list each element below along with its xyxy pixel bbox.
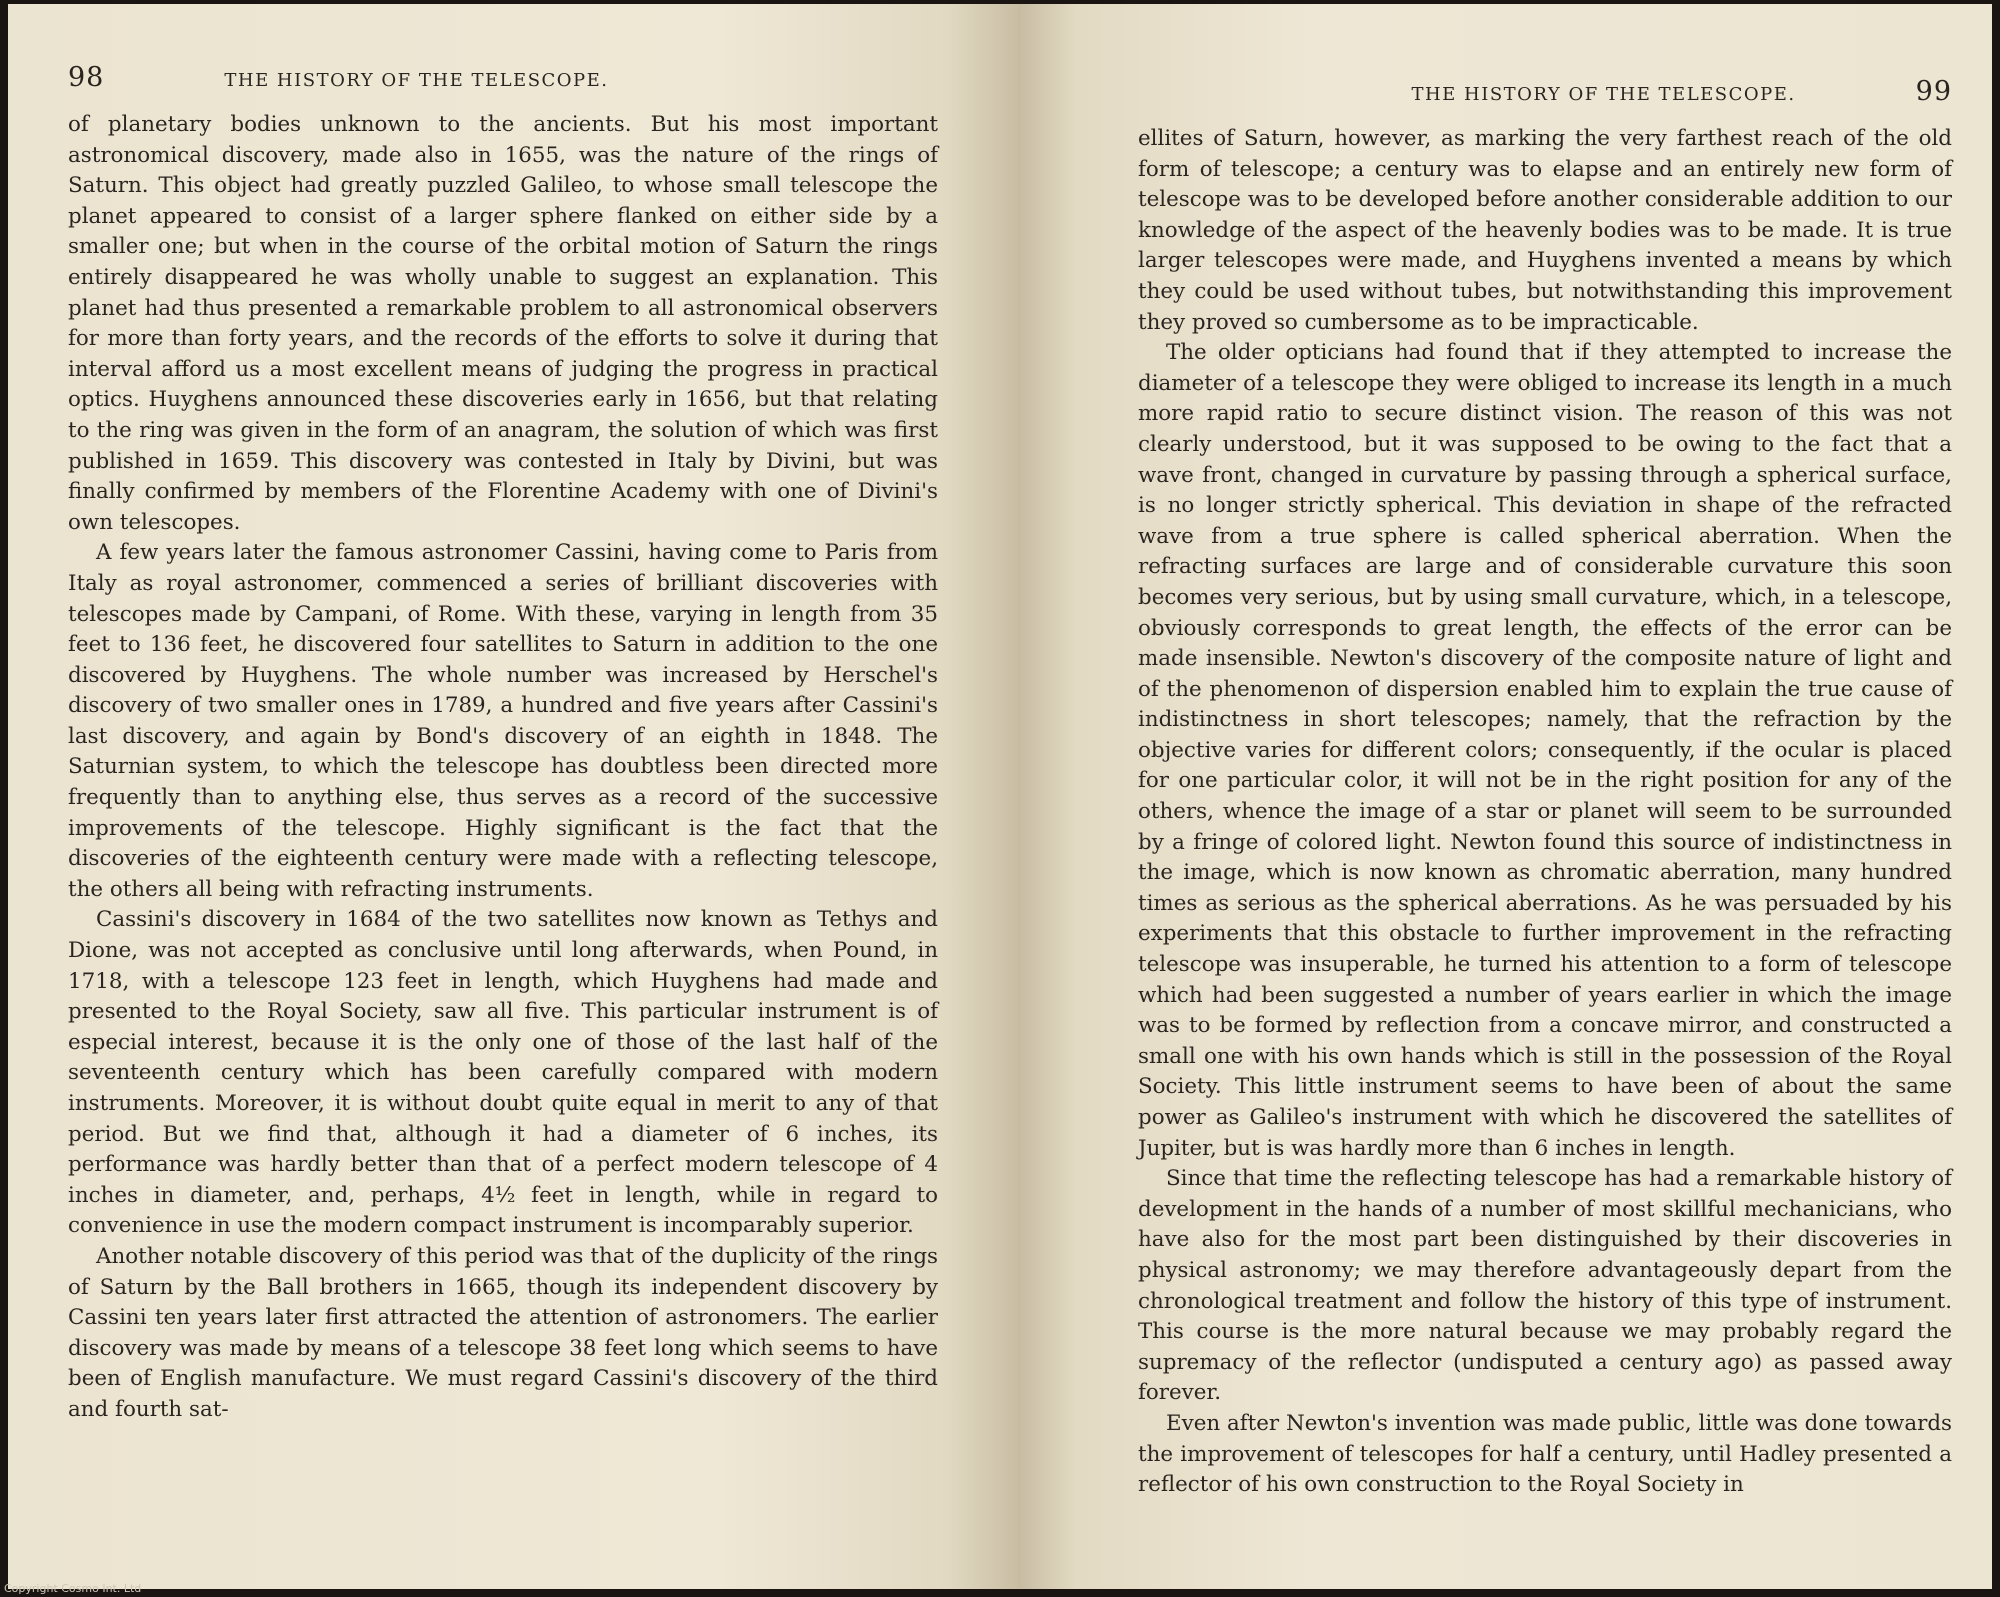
right-page: [1018, 4, 1992, 1589]
paragraph: Another notable discovery of this period was that of the duplicity of the rings of Saturn by the Ball brothers in 1665, though its independent discovery by Cassini ten years later first attracted the attention of astronomers. The earlier discovery was made by means of a telescope 38 feet long which seems to have been of English manufacture. We must regard Cassini's discovery of the third and fourth sat-: [68, 1243, 938, 1422]
page-number: 99: [1915, 76, 1952, 107]
page-number: 98: [68, 62, 105, 93]
right-page-text: [1138, 124, 1952, 1501]
paragraph: The older opticians had found that if they attempted to increase the diameter of a telescope they were obliged to increase its length in a much more rapid ratio to secure distinct vision. The reason of this was not clearly understood, but it was supposed to be owing to the fact that a wave front, changed in curvature by passing through a spherical surface, is no longer strictly spherical. This deviation in shape of the refracted wave from a true sphere is called spherical aberration. When the refracting surfaces are large and of considerable curvature this soon becomes very serious, but by using small curvature, which, in a telescope, obviously corresponds to great length, the effects of the error can be made insensible. Newton's discovery of the composite nature of light and of the phenomenon of dispersion enabled him to explain the true cause of indistinctness in short telescopes; namely, that the refraction by the objective varies for different colors; consequently, if the ocular is placed for one particular color, it will not be in the right position for any of the others, whence the image of a star or planet will seem to be surrounded by a fringe of colored light. Newton found this source of indistinctness in the image, which is now known as chromatic aberration, many hundred times as serious as the spherical aberrations. As he was persuaded by his experiments that this obstacle to further improvement in the refracting telescope was insuperable, he turned his attention to a form of telescope which had been suggested a number of years earlier in which the image was to be formed by reflection from a concave mirror, and constructed a small one with his own hands which is still in the possession of the Royal Society. This little instrument seems to have been of about the same power as Galileo's instrument with which he discovered the satellites of Jupiter, but is was hardly more than 6 inches in length.: [1138, 340, 1952, 1161]
paragraph: Cassini's discovery in 1684 of the two satellites now known as Tethys and Dione, was not accepted as conclusive until long afterwards, when Pound, in 1718, with a telescope 123 feet in length, which Huyghens had made and presented to the Royal Society, saw all five. This particular instrument is of especial interest, because it is the only one of those of the last half of the seventeenth century which has been carefully compared with modern instruments. Moreover, it is without doubt quite equal in merit to any of that period. But we find that, although it had a diameter of 6 inches, its performance was hardly better than that of a perfect modern telescope of 4 inches in diameter, and, perhaps, 4½ feet in length, while in regard to convenience in use the modern compact instrument is incomparably superior.: [68, 907, 938, 1239]
running-head: THE HISTORY OF THE TELESCOPE.: [224, 70, 609, 91]
paragraph: ellites of Saturn, however, as marking the very farthest reach of the old form of telescope; a century was to elapse and an entirely new form of telescope was to be developed before another considerable addition to our knowledge of the aspect of the heavenly bodies was to be made. It is true larger telescopes were made, and Huyghens invented a means by which they could be used without tubes, but notwithstanding this improvement they proved so cumbersome as to be impracticable.: [1138, 126, 1952, 335]
left-page-text: [68, 110, 938, 1426]
paragraph: of planetary bodies unknown to the ancients. But his most important astronomical discovery, made also in 1655, was the nature of the rings of Saturn. This object had greatly puzzled Galileo, to whose small telescope the planet appeared to consist of a larger sphere flanked on either side by a smaller one; but when in the course of the orbital motion of Saturn the rings entirely disappeared he was wholly unable to suggest an explanation. This planet had thus presented a remarkable problem to all astronomical observers for more than forty years, and the records of the efforts to solve it during that interval afford us a most excellent means of judging the progress in practical optics. Huyghens announced these discoveries early in 1656, but that relating to the ring was given in the form of an anagram, the solution of which was first published in 1659. This discovery was contested in Italy by Divini, but was finally confirmed by members of the Florentine Academy with one of Divini's own telescopes.: [68, 112, 938, 535]
left-page-header: [68, 62, 938, 100]
paragraph: Since that time the reflecting telescope has had a remarkable history of development in the hands of a number of most skillful mechanicians, who have also for the most part been distinguished by their discoveries in physical astronomy; we may therefore advantageously depart from the chronological treatment and follow the history of this type of instrument. This course is the more natural because we may probably regard the supremacy of the reflector (undisputed a century ago) as passed away forever.: [1138, 1166, 1952, 1406]
paragraph: A few years later the famous astronomer Cassini, having come to Paris from Italy as royal astronomer, commenced a series of brilliant discoveries with telescopes made by Campani, of Rome. With these, varying in length from 35 feet to 136 feet, he discovered four satellites to Saturn in addition to the one discovered by Huyghens. The whole number was increased by Herschel's discovery of two smaller ones in 1789, a hundred and five years after Cassini's last discovery, and again by Bond's discovery of an eighth in 1848. The Saturnian system, to which the telescope has doubtless been directed more frequently than to anything else, thus serves as a record of the successive improvements of the telescope. Highly significant is the fact that the discoveries of the eighteenth century were made with a reflecting telescope, the others all being with refracting instruments.: [68, 540, 938, 902]
left-page: [8, 4, 1018, 1589]
book-spread: [8, 4, 1992, 1589]
copyright-notice: Copyright Cosmo Int. Ltd: [4, 1582, 142, 1595]
paragraph: Even after Newton's invention was made public, little was done towards the improvement of telescopes for half a century, until Hadley presented a reflector of his own construction to the Royal Society in: [1138, 1410, 1952, 1498]
running-head: THE HISTORY OF THE TELESCOPE.: [1411, 84, 1796, 105]
right-page-header: [1138, 76, 1952, 114]
